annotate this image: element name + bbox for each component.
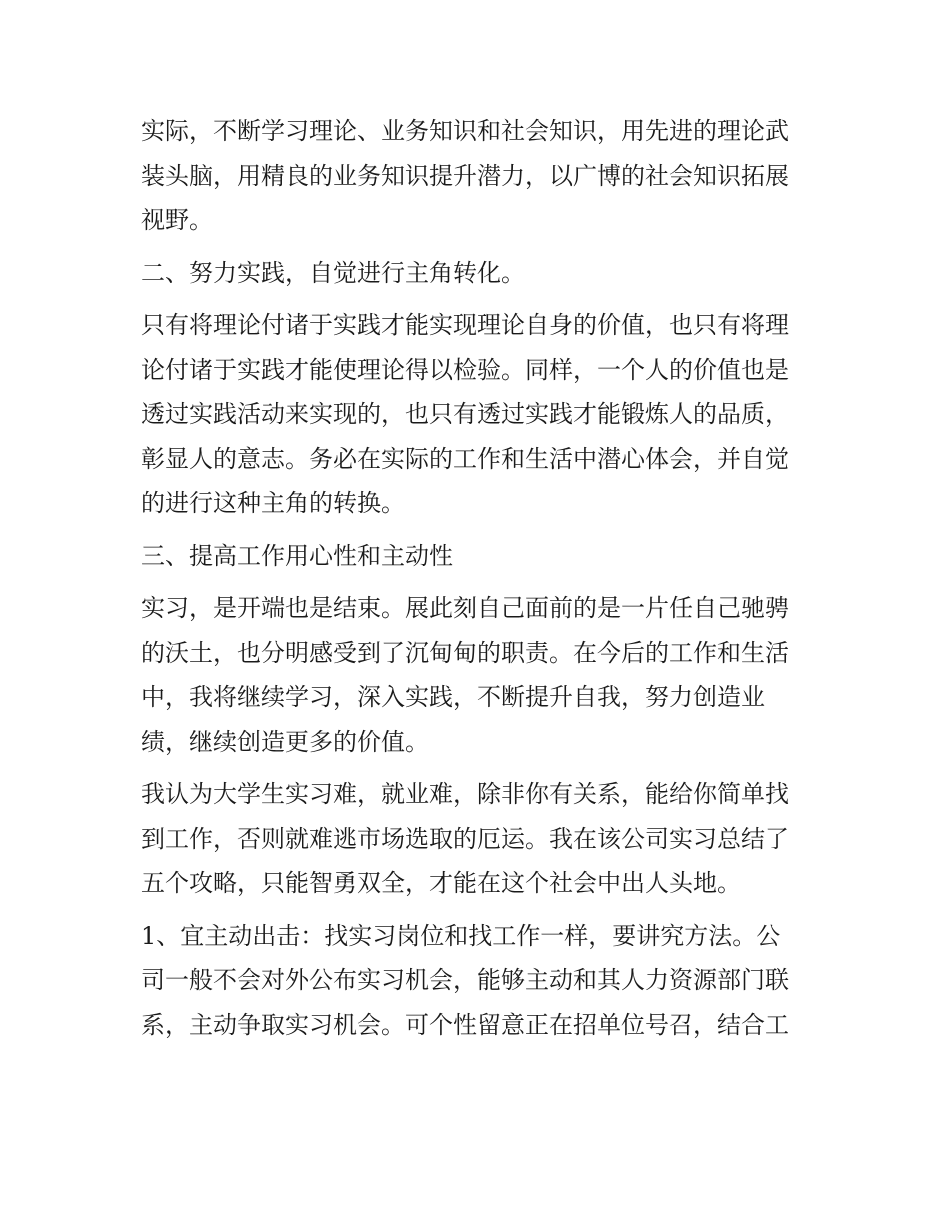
- text-line: 司一般不会对外公布实习机会，能够主动和其人力资源部门联: [141, 966, 789, 994]
- text-line: 的沃土，也分明感受到了沉甸甸的职责。在今后的工作和生活: [141, 638, 789, 667]
- text-line: 只有将理论付诸于实践才能实现理论自身的价值，也只有将理: [141, 311, 789, 339]
- document-body: [141, 109, 821, 1047]
- list-item-line: 1、宜主动出击：找实习岗位和找工作一样，要讲究方法。公: [141, 921, 781, 950]
- text-line: 实习，是开端也是结束。展此刻自己面前的是一片任自己驰骋: [141, 594, 789, 622]
- text-line: 透过实践活动来实现的，也只有透过实践才能锻炼人的品质，: [141, 400, 789, 428]
- section-heading: 二、努力实践，自觉进行主角转化。: [141, 258, 525, 287]
- text-line: 视野。: [141, 206, 213, 234]
- text-line: 到工作，否则就难逃市场选取的厄运。我在该公司实习总结了: [141, 824, 789, 853]
- text-line: 绩，继续创造更多的价值。: [141, 727, 429, 756]
- text-line: 的进行这种主角的转换。: [141, 489, 405, 517]
- text-line: 彰显人的意志。务必在实际的工作和生活中潜心体会，并自觉: [141, 444, 789, 473]
- section-heading: 三、提高工作用心性和主动性: [141, 541, 453, 570]
- text-line: 论付诸于实践才能使理论得以检验。同样，一个人的价值也是: [141, 355, 789, 384]
- text-line: 我认为大学生实习难，就业难，除非你有关系，能给你简单找: [141, 780, 789, 808]
- text-line: 五个攻略，只能智勇双全，才能在这个社会中出人头地。: [141, 869, 741, 897]
- text-line: 中，我将继续学习，深入实践，不断提升自我，努力创造业: [141, 683, 765, 711]
- text-line: 装头脑，用精良的业务知识提升潜力，以广博的社会知识拓展: [141, 161, 789, 190]
- text-line: 系，主动争取实习机会。可个性留意正在招单位号召，结合工: [141, 1010, 789, 1039]
- text-line: 实际，不断学习理论、业务知识和社会知识，用先进的理论武: [141, 117, 789, 145]
